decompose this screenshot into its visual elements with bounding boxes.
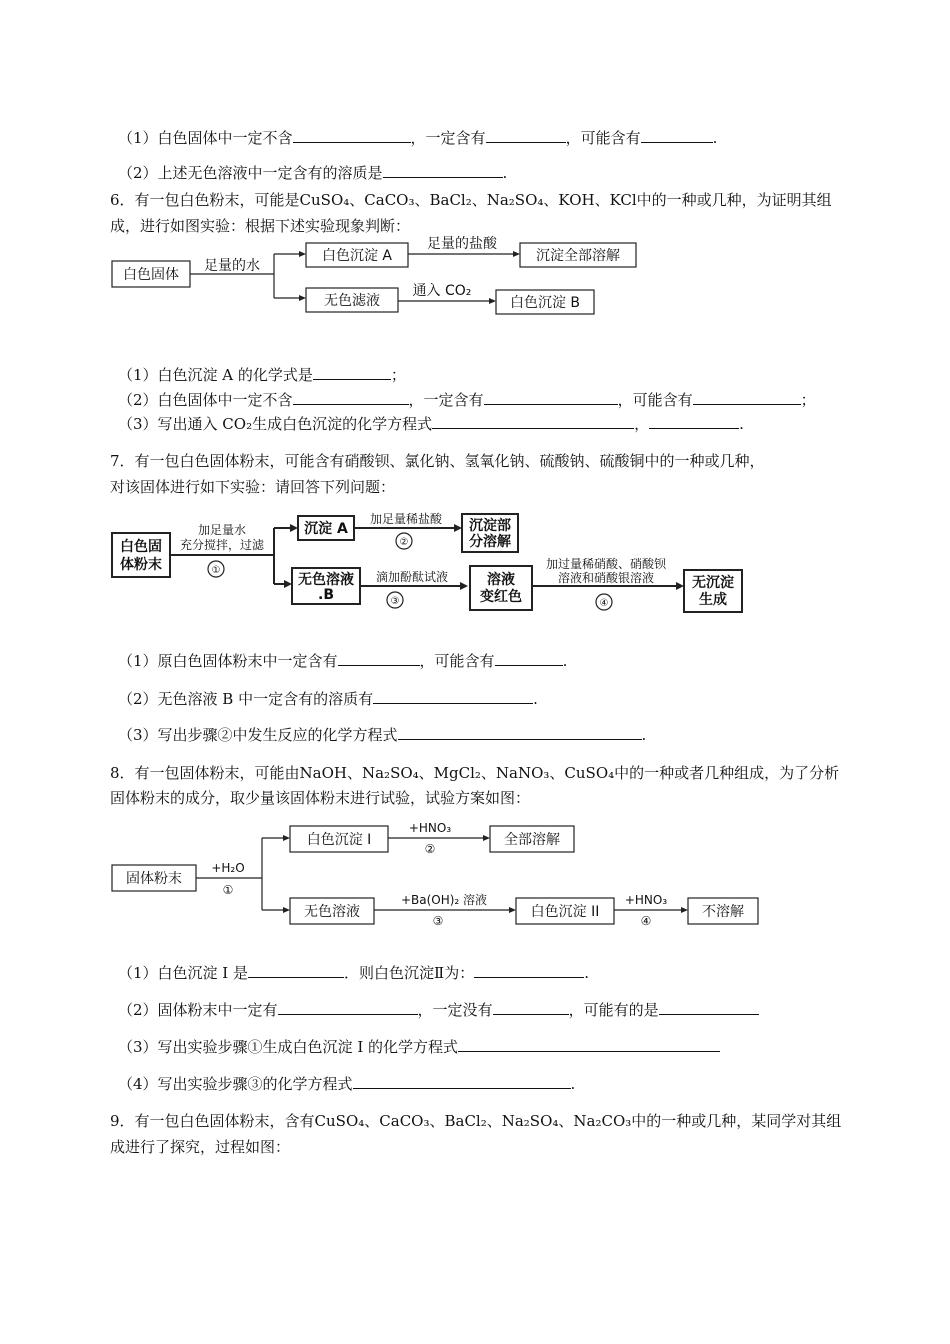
answer-blank[interactable] xyxy=(458,1037,720,1052)
q8-box-all: 全部溶解 xyxy=(504,832,560,848)
q7-box-ppt-a: 沉淀 A xyxy=(304,521,348,537)
q7-line-3: （3）写出步骤②中发生反应的化学方程式 . xyxy=(118,726,647,744)
q6-box-start: 白色固体 xyxy=(123,267,179,283)
q7-box-red-l2: 变红色 xyxy=(480,589,522,605)
q8-label-baoh: +Ba(OH)₂ 溶液 xyxy=(400,893,488,907)
answer-blank[interactable] xyxy=(248,963,344,978)
q7-box-none-l1: 无沉淀 xyxy=(692,575,734,591)
q5-line-1: （1）白色固体中一定不含 ，一定含有 ，可能含有 . xyxy=(118,129,718,147)
q8-box-start: 固体粉末 xyxy=(126,871,182,887)
q7-line-2: （2）无色溶液 B 中一定含有的溶质有 . xyxy=(118,690,538,708)
q6-box-dissolve: 沉淀全部溶解 xyxy=(536,248,620,264)
q8-stem-2: 固体粉末的成分，取少量该固体粉末进行试验，试验方案如图： xyxy=(110,789,531,807)
q8-label-h2o: +H₂O xyxy=(211,861,245,875)
q8-step-2: ② xyxy=(424,842,436,856)
q7-label-s3: 滴加酚酞试液 xyxy=(375,570,449,584)
q7-label-s1b: 充分搅拌，过滤 xyxy=(179,538,265,552)
q7-step-1: ① xyxy=(211,565,221,576)
q7-step-3: ③ xyxy=(390,596,400,607)
answer-blank[interactable] xyxy=(278,1000,418,1015)
q7-step-2: ② xyxy=(399,537,409,548)
q6-label-co2: 通入 CO₂ xyxy=(412,283,472,299)
q7-step-4: ④ xyxy=(599,598,609,609)
q8-label-hno3a: +HNO₃ xyxy=(408,821,452,835)
q6-line-1: （1）白色沉淀 A 的化学式是 ； xyxy=(118,366,406,384)
q6-box-filtrate: 无色滤液 xyxy=(324,293,380,309)
q8-step-1: ① xyxy=(222,883,234,897)
q6-label-water: 足量的水 xyxy=(204,258,260,274)
q7-box-start-l1: 白色固 xyxy=(120,539,162,555)
answer-blank[interactable] xyxy=(353,1074,571,1089)
q7-label-s1a: 加足量水 xyxy=(197,523,247,537)
q8-box-ppt1: 白色沉淀 I xyxy=(306,832,372,848)
q8-stem-1: 8．有一包固体粉末，可能由NaOH、Na₂SO₄、MgCl₂、NaNO₃、CuSO₄中的一种或者几种组成，为了分析 xyxy=(110,764,840,782)
q7-box-start-l2: 体粉末 xyxy=(120,557,162,573)
answer-blank[interactable] xyxy=(493,1000,569,1015)
q7-box-partial-l2: 分溶解 xyxy=(469,534,511,550)
q7-stem-2: 对该固体进行如下实验：请回答下列问题： xyxy=(110,478,396,496)
q8-box-ppt2: 白色沉淀 II xyxy=(530,904,600,920)
q8-line-4: （4）写出实验步骤③的化学方程式 . xyxy=(118,1075,576,1093)
q7-label-s2: 加足量稀盐酸 xyxy=(369,512,443,526)
q8-line-3: （3）写出实验步骤①生成白色沉淀 I 的化学方程式 xyxy=(118,1037,720,1057)
answer-blank[interactable] xyxy=(659,1000,759,1015)
q6-stem-2: 成，进行如图实验：根据下述实验现象判断： xyxy=(110,217,411,235)
q7-line-1: （1）原白色固体粉末中一定含有 ，可能含有 . xyxy=(118,652,568,670)
q6-stem-1: 6．有一包白色粉末，可能是CuSO₄、CaCO₃、BaCl₂、Na₂SO₄、KOH、KCl中的一种或几种，为证明其组 xyxy=(110,191,832,209)
q5-line-2: （2）上述无色溶液中一定含有的溶质是 . xyxy=(118,164,508,182)
q9-stem-2: 成进行了探究，过程如图： xyxy=(110,1138,291,1156)
q8-box-insol: 不溶解 xyxy=(702,904,744,920)
q7-stem-1: 7．有一包白色固体粉末，可能含有硝酸钡、氯化钠、氢氧化钠、硫酸钠、硫酸铜中的一种或几种， xyxy=(110,452,765,470)
q7-box-none-l2: 生成 xyxy=(699,592,727,608)
q7-box-sol-b-l2: .B xyxy=(318,587,334,603)
q8-label-hno3b: +HNO₃ xyxy=(624,893,668,907)
q8-line-2: （2）固体粉末中一定有 ，一定没有 ，可能有的是 xyxy=(118,1000,759,1020)
q7-box-partial-l1: 沉淀部 xyxy=(469,518,511,534)
q8-step-3: ③ xyxy=(432,914,444,928)
q6-label-hcl: 足量的盐酸 xyxy=(427,236,497,252)
q8-box-sol: 无色溶液 xyxy=(304,904,360,920)
q6-line-2: （2）白色固体中一定不含 ，一定含有 ，可能含有 ； xyxy=(118,391,816,409)
q6-line-3: （3）写出通入 CO₂生成白色沉淀的化学方程式 ， . xyxy=(118,415,744,433)
q9-stem-1: 9．有一包白色固体粉末，含有CuSO₄、CaCO₃、BaCl₂、Na₂SO₄、Na₂CO₃中的一种或几种，某同学对其组 xyxy=(110,1112,842,1130)
q7-box-red-l1: 溶液 xyxy=(487,572,515,588)
q8-line-1: （1）白色沉淀 I 是 ．则白色沉淀Ⅱ为： . xyxy=(118,964,589,982)
answer-blank[interactable] xyxy=(474,963,584,978)
q8-step-4: ④ xyxy=(640,914,652,928)
q7-box-sol-b-l1: 无色溶液 xyxy=(298,572,354,588)
q7-label-s4b: 溶液和硝酸银溶液 xyxy=(557,571,655,585)
q6-box-ppt-a: 白色沉淀 A xyxy=(321,248,393,264)
q6-box-ppt-b: 白色沉淀 B xyxy=(509,295,581,311)
q7-label-s4a: 加过量稀硝酸、硝酸钡 xyxy=(545,557,667,571)
